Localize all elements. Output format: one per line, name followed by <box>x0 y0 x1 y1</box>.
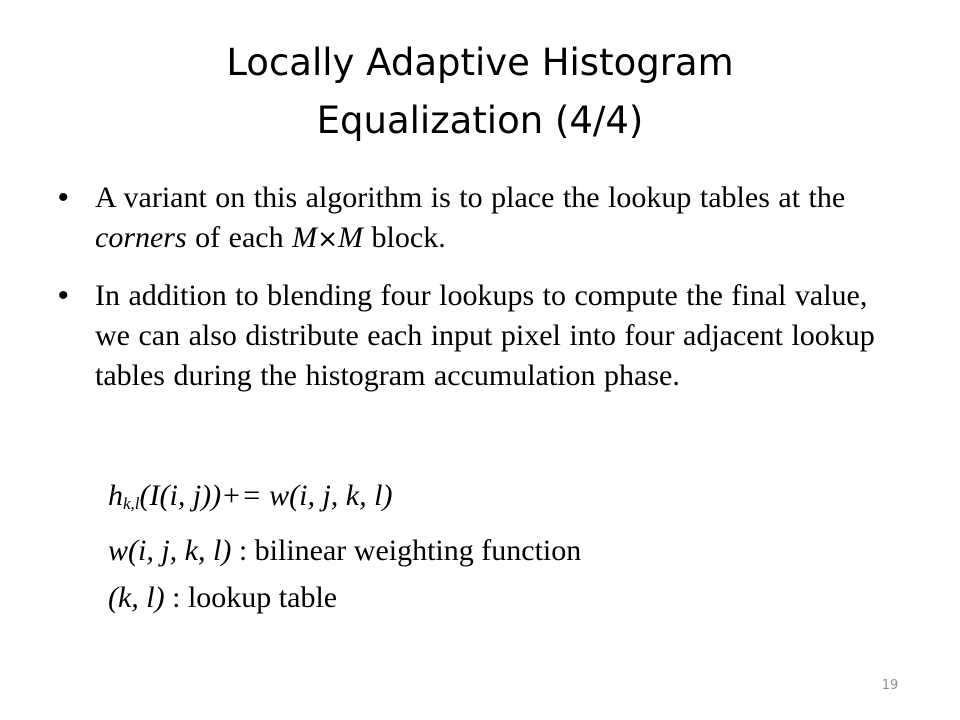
formula-1-lhs: (I(i, j))+= <box>139 479 270 512</box>
bullet-2-text: In addition to blending four lookups to compute the final value, we can also distribute each input pixel into four adjacent lookup tables during the histogram accumulation phase. <box>95 279 875 392</box>
bullet-1-m-first: M <box>292 221 318 254</box>
title-line-1: Locally Adaptive Histogram <box>226 41 734 84</box>
bullet-1-text-a: A variant on this algorithm is to place the lookup tables at the <box>95 181 846 214</box>
bullet-dot-icon: • <box>58 181 69 214</box>
title-line-2: Equalization (4/4) <box>316 99 644 142</box>
formula-histogram-update <box>108 472 581 527</box>
page-number: 19 <box>881 678 899 693</box>
bullet-1-corners: corners <box>95 221 187 254</box>
formula-2-desc: : bilinear weighting function <box>231 534 582 567</box>
formula-block <box>108 472 581 621</box>
bullet-1-times-sign: × <box>317 224 339 253</box>
bullet-1-m-second: M <box>338 221 364 254</box>
bullet-item-2 <box>58 276 898 396</box>
formula-1-rhs: w(i, j, k, l) <box>269 479 393 512</box>
formula-lookup-definition <box>108 574 581 621</box>
formula-3-desc: : lookup table <box>164 581 338 614</box>
formula-3-expr: (k, l) <box>108 581 165 614</box>
bullet-1-text-c: block. <box>363 221 446 254</box>
slide-title <box>0 34 960 150</box>
formula-1-subscript: k,l <box>123 494 140 513</box>
bullet-1-text-b: of each <box>186 221 293 254</box>
bullet-item-1 <box>58 178 898 259</box>
bullet-dot-icon: • <box>58 279 69 312</box>
formula-2-expr: w(i, j, k, l) <box>108 534 232 567</box>
formula-weighting-definition <box>108 527 581 574</box>
bullet-list <box>58 178 898 413</box>
formula-1-h: h <box>108 479 123 512</box>
